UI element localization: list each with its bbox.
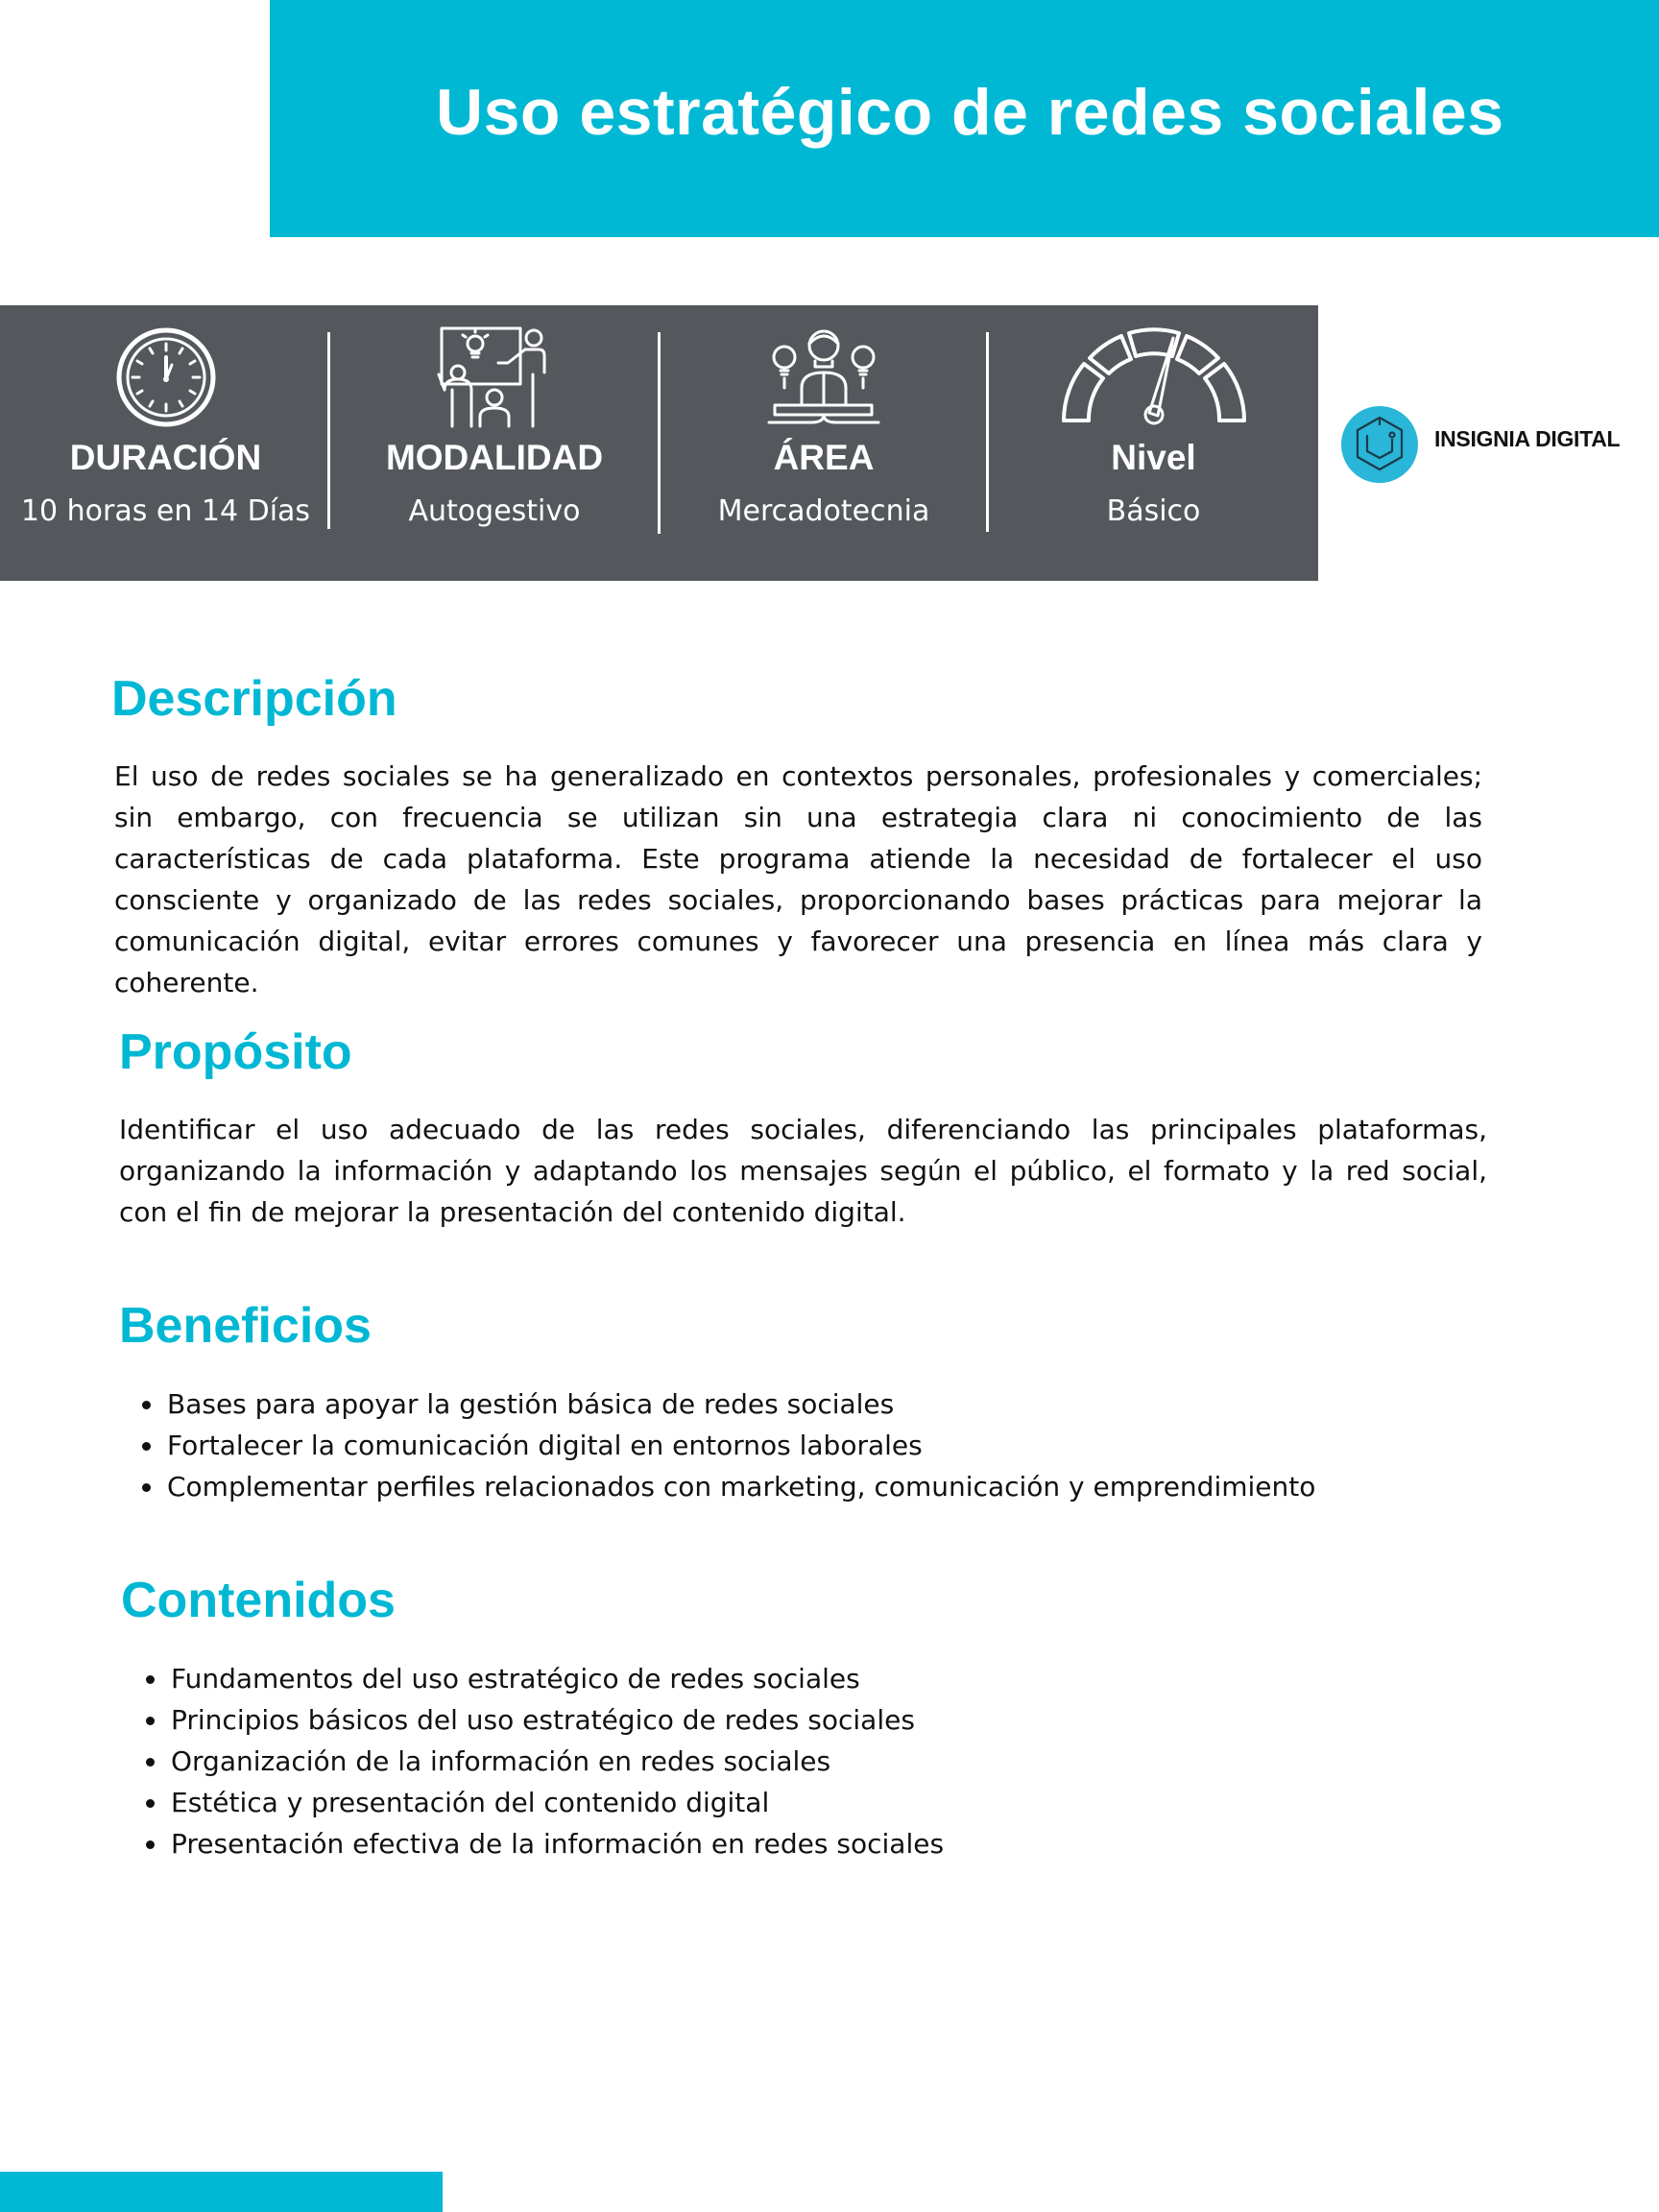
list-item: • Fortalecer la comunicación digital en entornos laborales [165,1425,1315,1466]
clock-icon [113,325,219,430]
modality-label: MODALIDAD [385,438,604,477]
presentation-icon [437,325,552,430]
proposito-heading: Propósito [119,1024,352,1080]
info-level [989,305,1318,581]
level-label: Nivel [1111,438,1196,477]
beneficios-heading: Beneficios [119,1298,372,1354]
list-item: • Principios básicos del uso estratégico de redes sociales [169,1699,944,1741]
descripcion-heading: Descripción [111,671,397,727]
list-item: • Organización de la información en redes sociales [169,1741,944,1782]
divider [327,332,330,529]
descripcion-text: El uso de redes sociales se ha generalizado en contextos personales, profesionales y comerciales; sin embargo, con frecuencia se utilizan sin una estrategia clara ni conocimiento de las características de cada plataforma. Este programa atiende la necesidad de fortalecer el uso consciente y organizado de las redes sociales, proporcionando bases prácticas para mejorar la comunicación digital, evitar errores comunes y favorecer una presencia en línea más clara y coherente. [114,760,1482,998]
bottom-accent-bar [0,2172,443,2212]
title-banner [270,0,1659,237]
info-duration [0,305,331,581]
modality-value: Autogestivo [408,494,581,528]
duration-label: DURACIÓN [69,438,262,477]
beneficios-list [115,1383,1315,1507]
insignia-logo-icon [1340,405,1419,484]
info-modality [331,305,658,581]
list-item: • Presentación efectiva de la información en redes sociales [169,1823,944,1864]
info-area [661,305,987,581]
proposito-text: Identificar el uso adecuado de las redes sociales, diferenciando las principales plataformas, organizando la información y adaptando los mensajes según el público, el formato y la red social, con el fin de mejorar la presentación del contenido digital. [119,1114,1487,1228]
area-value: Mercadotecnia [717,494,930,528]
list-item: • Bases para apoyar la gestión básica de redes sociales [165,1383,1315,1425]
logo-text: INSIGNIA DIGITAL [1434,426,1621,451]
list-item: • Fundamentos del uso estratégico de redes sociales [169,1658,944,1699]
list-item: • Estética y presentación del contenido digital [169,1782,944,1823]
area-label: ÁREA [773,438,875,477]
list-item: • Complementar perfiles relacionados con marketing, comunicación y emprendimiento [165,1466,1315,1507]
info-bar [0,305,1318,581]
level-value: Básico [1106,494,1201,528]
contenidos-list [119,1658,944,1864]
page-title: Uso estratégico de redes sociales [436,76,1504,149]
duration-value: 10 horas en 14 Días [20,494,311,528]
contenidos-heading: Contenidos [121,1573,396,1628]
gauge-icon [1058,325,1250,430]
ideas-reader-icon [765,325,882,430]
